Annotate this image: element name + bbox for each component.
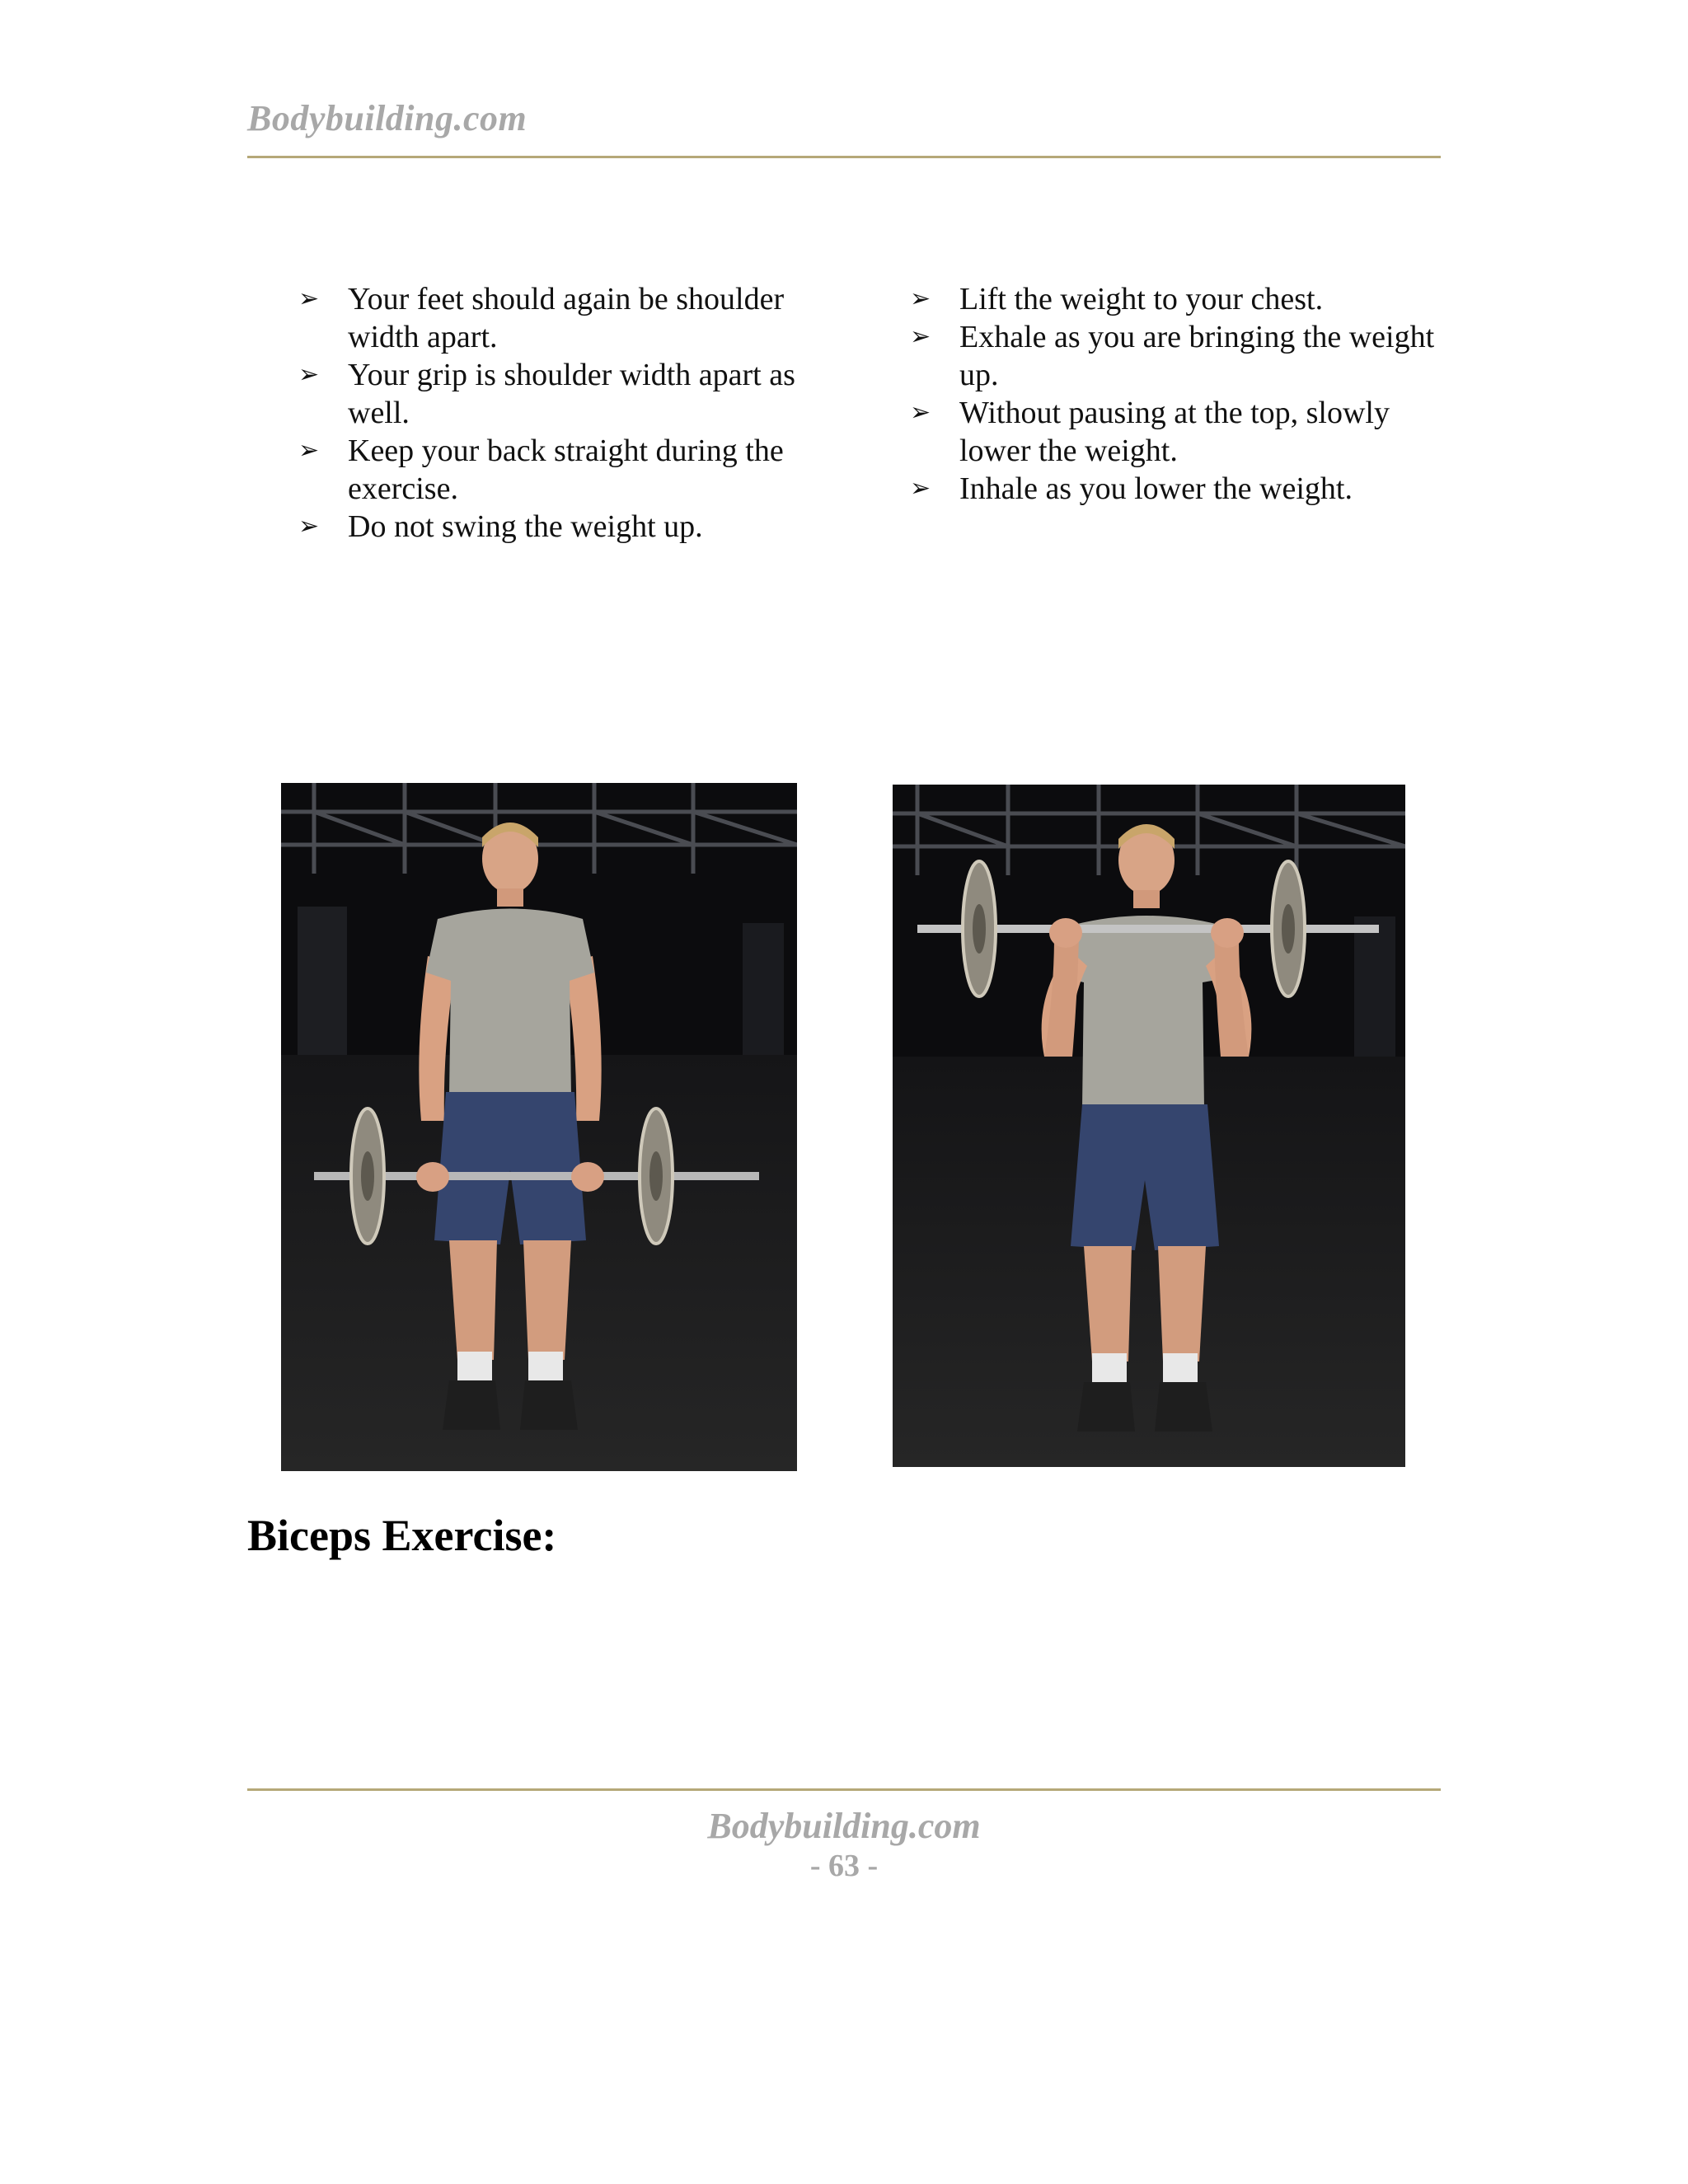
list-item: ➢ Without pausing at the top, slowly lower the weight. (910, 396, 1390, 468)
arrow-bullet-icon: ➢ (298, 284, 320, 313)
arrow-bullet-icon: ➢ (910, 322, 931, 351)
list-item: ➢ Keep your back straight during the exercise. (298, 434, 784, 506)
exercise-photo-curl (893, 785, 1405, 1467)
list-item: ➢ Lift the weight to your chest. (910, 282, 1324, 316)
list-item: ➢ Your grip is shoulder width apart as well. (298, 358, 795, 430)
arrow-bullet-icon: ➢ (298, 436, 320, 465)
footer-brand: Bodybuilding.com (707, 1806, 981, 1846)
header-brand: Bodybuilding.com (247, 98, 528, 138)
arrow-bullet-icon: ➢ (910, 398, 931, 427)
list-item: ➢ Inhale as you lower the weight. (910, 471, 1353, 506)
exercise-photo-start (281, 783, 797, 1471)
arrow-bullet-icon: ➢ (298, 360, 320, 389)
section-title: Biceps Exercise: (247, 1511, 557, 1560)
page-number: - 63 - (809, 1849, 879, 1883)
instructions-right-list (910, 280, 1437, 508)
header-rule (247, 156, 1441, 158)
instructions-left-list (298, 280, 842, 546)
footer-rule (247, 1788, 1441, 1791)
arrow-bullet-icon: ➢ (910, 284, 931, 313)
list-item: ➢ Exhale as you are bringing the weight up. (910, 320, 1435, 392)
list-item: ➢ Your feet should again be shoulder width apart. (298, 282, 785, 354)
arrow-bullet-icon: ➢ (298, 512, 320, 541)
exercise-photo-curl-illustration (893, 785, 1405, 1467)
arrow-bullet-icon: ➢ (910, 474, 931, 503)
list-item: ➢ Do not swing the weight up. (298, 509, 703, 544)
exercise-photo-start-illustration (281, 783, 797, 1471)
